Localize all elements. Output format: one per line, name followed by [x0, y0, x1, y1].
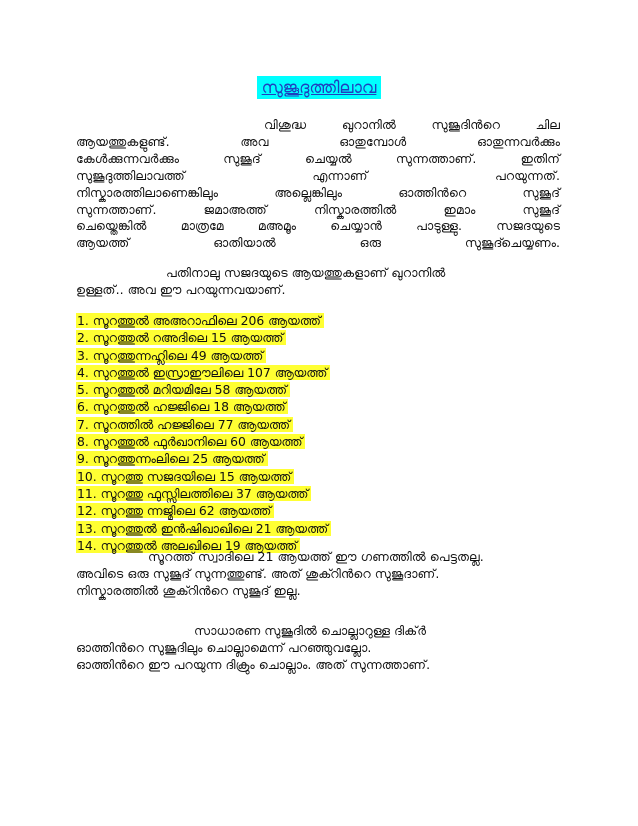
list-item-text: 13. സൂറത്തുൽ ഇൻഷിഖാഖിലെ 21 ആയത്ത് [76, 521, 331, 536]
list-item [76, 520, 331, 537]
list-item-text: 5. സൂറത്തുൽ മറിയമിലേ 58 ആയത്ത് [76, 382, 290, 397]
intro-line: ആയത്തുകളുണ്ട്. അവ ഓതുമ്പോൾ ഓതുന്നവർക്കും [76, 133, 560, 149]
list-item-text: 1. സൂറത്തുൽ അഅറാഫിലെ 206 ആയത്ത് [76, 313, 324, 328]
list-item-text: 8. സൂറത്തുൽ ഫുർഖാനിലെ 60 ആയത്ത് [76, 434, 305, 449]
list-item [76, 485, 331, 502]
intro-line: നിസ്കാരത്തിലാണെങ്കിലും അല്ലെങ്കിലും ഓത്തിൻറെ സുജൂദ് [76, 184, 560, 200]
list-item-text: 14. സൂറത്തുൽ അലഖിലെ 19 ആയത്ത് [76, 538, 300, 553]
list-item-text: 9. സൂറത്തുന്നംലിലെ 25 ആയത്ത് [76, 451, 268, 466]
list-item [76, 468, 331, 485]
dhikr-line: സാധാരണ സുജൂദിൽ ചൊല്ലാറുള്ള ദിക്ർ [194, 623, 427, 638]
shukr-line: അവിടെ ഒരു സുജൂദ് സുന്നത്തുണ്ട്. അത് ശുക്റിൻറെ സുജൂദാണ്. [76, 566, 440, 581]
list-item-text: 4. സുറത്തുൽ ഇസ്രാഈലിലെ 107 ആയത്ത് [76, 365, 330, 380]
shukr-line: സൂറത്ത് സ്വാദിലെ 21 ആയത്ത് ഈ ഗണത്തിൽ പെട്ടതല്ല. [148, 549, 484, 564]
intro-paragraph [76, 117, 560, 252]
intro-line: ചെയ്തെങ്കിൽ മാത്രമേ മഅമൂം ചെയ്യാൻ പാടുള്ളു. സജദയുടെ [76, 218, 560, 234]
dhikr-line: ഓത്തിൻറെ ഈ പറയുന്ന ദിക്രും ചൊല്ലാം. അത് സുന്നത്താണ്. [76, 657, 431, 672]
sajda-list [76, 312, 331, 554]
list-item [76, 416, 331, 433]
list-intro-line: ഉള്ളത്.. അവ ഈ പറയുന്നവയാണ്. [76, 281, 286, 297]
list-item [76, 364, 331, 381]
intro-line: സുജൂദുത്തിലാവത്ത് എന്നാണ് പറയുന്നത്. [76, 167, 560, 183]
list-item-text: 10. സൂറത്തു സജദയിലെ 15 ആയത്ത് [76, 469, 294, 484]
list-item-text: 12. സൂറത്തു ന്നജ്മിലെ 62 ആയത്ത് [76, 503, 274, 518]
list-item [76, 450, 331, 467]
list-item-text: 7. സൂറത്തിൽ ഹജ്ജിലെ 77 ആയത്ത് [76, 417, 293, 432]
list-intro-paragraph [76, 265, 560, 298]
page-title: സുജൂദുത്തിലാവ [257, 76, 382, 99]
list-item [76, 398, 331, 415]
intro-line: കേൾക്കുന്നവർക്കും സുജൂദ് ചെയ്യൽ സുന്നത്താണ്. ഇതിന് [76, 150, 560, 166]
dhikr-line: ഓത്തിൻറെ സുജൂദിലും ചൊല്ലാമെന്ന് പറഞ്ഞുവല്ലോ. [76, 640, 372, 655]
dhikr-paragraph [76, 622, 566, 673]
title-wrap [0, 76, 638, 99]
list-item [76, 347, 331, 364]
list-item [76, 329, 331, 346]
list-item [76, 312, 331, 329]
list-item-text: 2. സൂറത്തുൽ റഅദിലെ 15 ആയത്ത് [76, 330, 286, 345]
list-item [76, 381, 331, 398]
shukr-line: നിസ്കാരത്തിൽ ശുക്റിൻറെ സുജൂദ് ഇല്ല. [76, 583, 301, 598]
list-item-text: 11. സൂറത്തു ഫുസ്സിലത്തിലെ 37 ആയത്ത് [76, 486, 311, 501]
list-item-text: 3. സൂറത്തുന്നഹ്ലിലെ 49 ആയത്ത് [76, 348, 266, 363]
intro-line: വിശുദ്ധ ഖുറാനിൽ സുജൂദിൻറെ ചില [264, 117, 560, 132]
shukr-paragraph [76, 548, 566, 599]
list-item [76, 502, 331, 519]
intro-line: സുന്നത്താണ്. ജമാഅത്ത് നിസ്കാരത്തിൽ ഇമാം സുജൂദ് [76, 201, 560, 217]
intro-line: ആയത്ത് ഓതിയാൽ ഒരു സുജൂദ്ചെയ്യണം. [76, 235, 560, 251]
list-item-text: 6. സൂറത്തുൽ ഹജ്ജിലെ 18 ആയത്ത് [76, 399, 288, 414]
list-item [76, 433, 331, 450]
list-intro-line: പതിനാലു സജദയുടെ ആയത്തുകളാണ് ഖുറാനിൽ [166, 265, 446, 280]
